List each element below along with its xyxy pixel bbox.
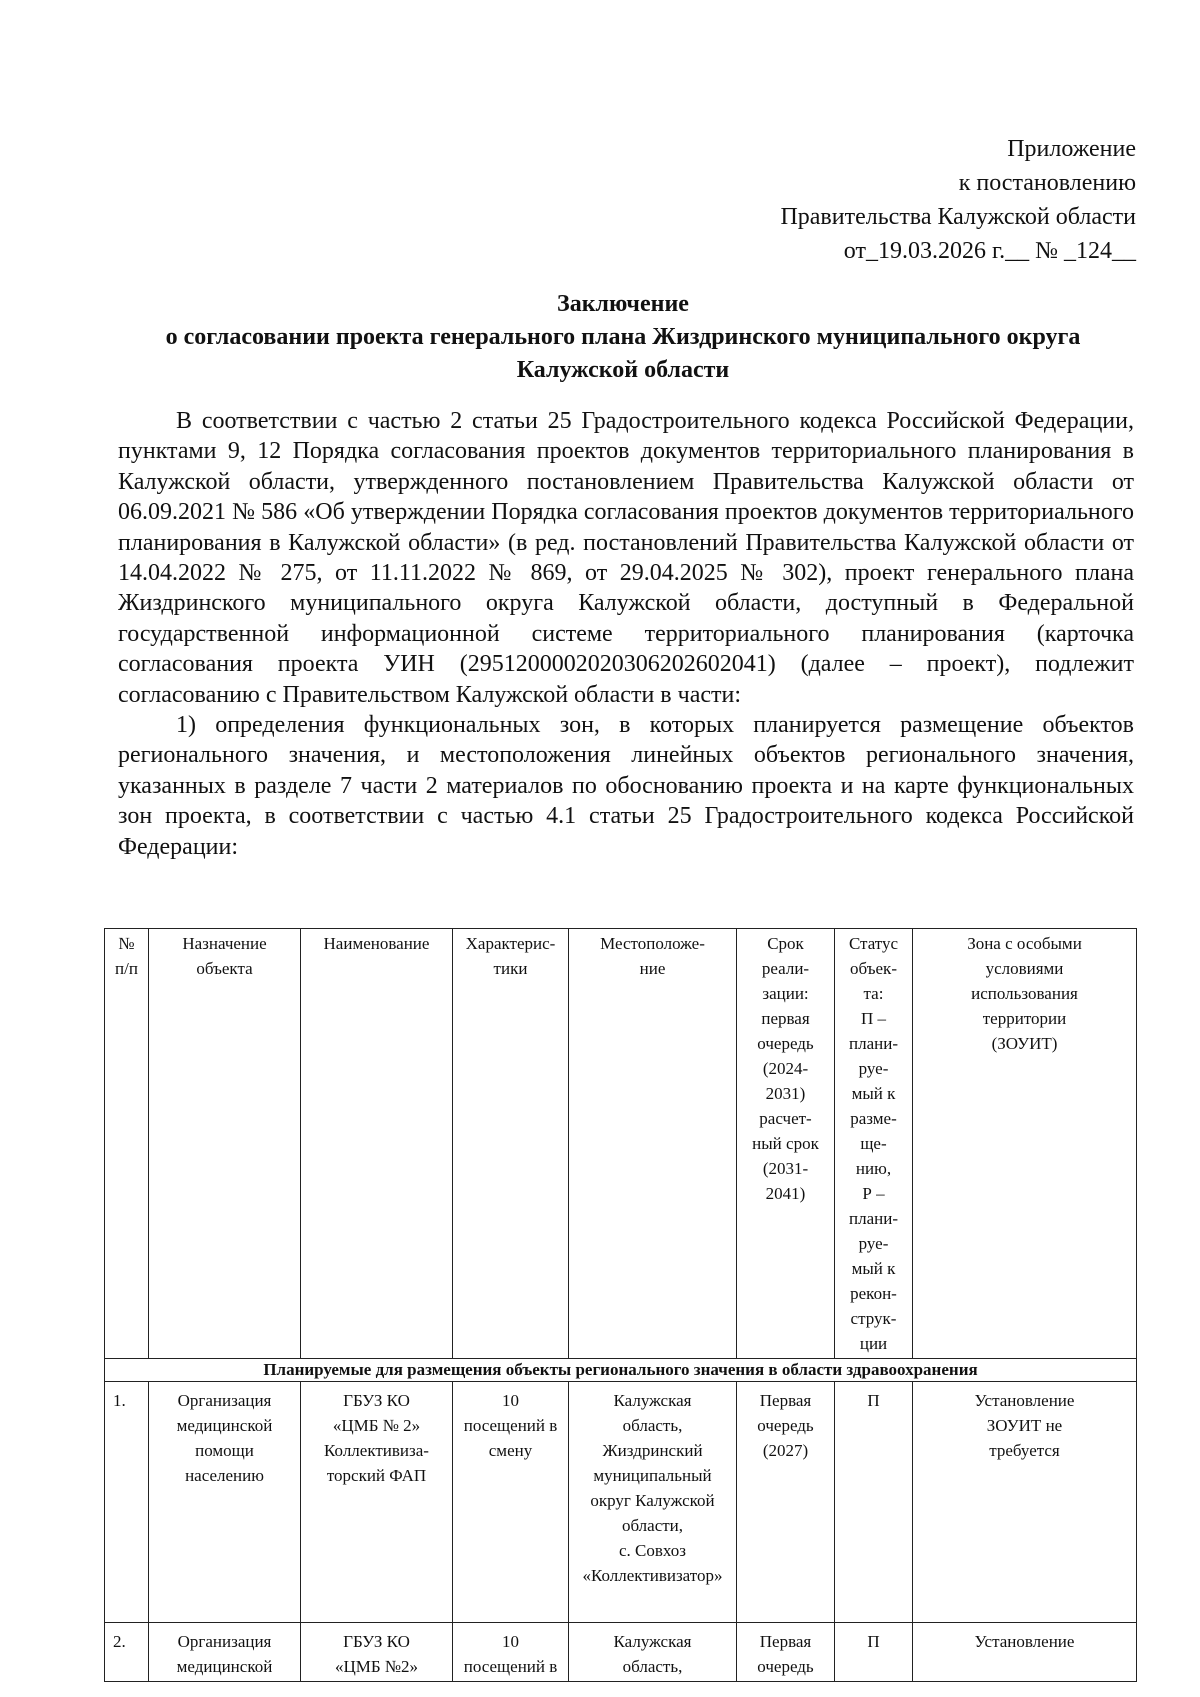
approval-line-resolution: к постановлению [958, 170, 1136, 196]
approval-line-appendix: Приложение [1007, 136, 1136, 162]
header-num: № п/п [105, 929, 149, 1359]
body-paragraph-intro: В соответствии с частью 2 статьи 25 Градостроительного кодекса Российской Федерации, пунктами 9, 12 Порядка согласования проектов документов территориального планирования в Калужской области, утвержденного постановлением Правительства Калужской области от 06.09.2021 № 586 «Об утверждении Порядка согласования проектов документов территориального планирования в Калужской области» (в ред. постановлений Правительства Калужской области от 14.04.2022 № 275, от 11.11.2022 № 869, от 29.04.2025 № 302), проект генерального плана Жиздринского муниципального округа Калужской области, доступный в Федеральной государственной информационной системе территориального планирования (карточка согласования проекта УИН (29512000020203062026020​41) (далее – проект), подлежит согласованию с Правительством Калужской области в части: [118, 408, 1134, 708]
table-header-row [105, 929, 1137, 1359]
approval-line-date-number: от_19.03.2026 г.__ № _124__ [843, 238, 1136, 264]
row-characteristics: 10 посещений в смену [453, 1382, 569, 1623]
table-section-row [105, 1359, 1137, 1382]
header-name: Наименование [301, 929, 453, 1359]
document-title [110, 288, 1136, 387]
header-location: Местоположе- ние [569, 929, 737, 1359]
table-row [105, 1623, 1137, 1682]
header-status: Статус объек- та: П – плани- руе- мый к разме- ще- нию, Р – плани- руе- мый к рекон- струк- ции [835, 929, 913, 1359]
row-location: Калужская область, [569, 1623, 737, 1682]
row-zone: Установление [913, 1623, 1137, 1682]
row-purpose: Организация медицинской [149, 1623, 301, 1682]
row-purpose: Организация медицинской помощи населению [149, 1382, 301, 1623]
row-name: ГБУЗ КО «ЦМБ № 2» Коллективиза- торский ФАП [301, 1382, 453, 1623]
row-num: 2. [105, 1623, 149, 1682]
row-location: Калужская область, Жиздринский муниципальный округ Калужской области, с. Совхоз «Коллективизатор» [569, 1382, 737, 1623]
row-num: 1. [105, 1382, 149, 1623]
row-name: ГБУЗ КО «ЦМБ №2» [301, 1623, 453, 1682]
header-characteristics: Характерис- тики [453, 929, 569, 1359]
row-term: Первая очередь [737, 1623, 835, 1682]
table-row [105, 1382, 1137, 1623]
header-term: Срок реали- зации: первая очередь (2024- 2031) расчет- ный срок (2031- 2041) [737, 929, 835, 1359]
title-region: Калужской области [516, 357, 730, 383]
body-paragraph-item-1: 1) определения функциональных зон, в которых планируется размещение объектов регионального значения, и местоположения линейных объектов регионального значения, указанных в разделе 7 части 2 материалов по обоснованию проекта и на карте функциональных зон проекта, в соответствии с частью 4.1 статьи 25 Градостроительного кодекса Российской Федерации: [118, 712, 1134, 860]
title-heading: Заключение [557, 291, 689, 317]
row-status: П [835, 1382, 913, 1623]
document-body [118, 406, 1134, 862]
row-status: П [835, 1623, 913, 1682]
row-zone: Установление ЗОУИТ не требуется [913, 1382, 1137, 1623]
approval-line-government: Правительства Калужской области [780, 204, 1136, 230]
header-purpose: Назначение объекта [149, 929, 301, 1359]
row-term: Первая очередь (2027) [737, 1382, 835, 1623]
approval-stamp [576, 132, 1136, 268]
objects-table [104, 928, 1137, 1682]
header-zone: Зона с особыми условиями использования территории (ЗОУИТ) [913, 929, 1137, 1359]
row-characteristics: 10 посещений в [453, 1623, 569, 1682]
section-title: Планируемые для размещения объекты регионального значения в области здравоохранения [105, 1359, 1137, 1382]
title-subject: о согласовании проекта генерального плана Жиздринского муниципального округа [165, 324, 1081, 350]
